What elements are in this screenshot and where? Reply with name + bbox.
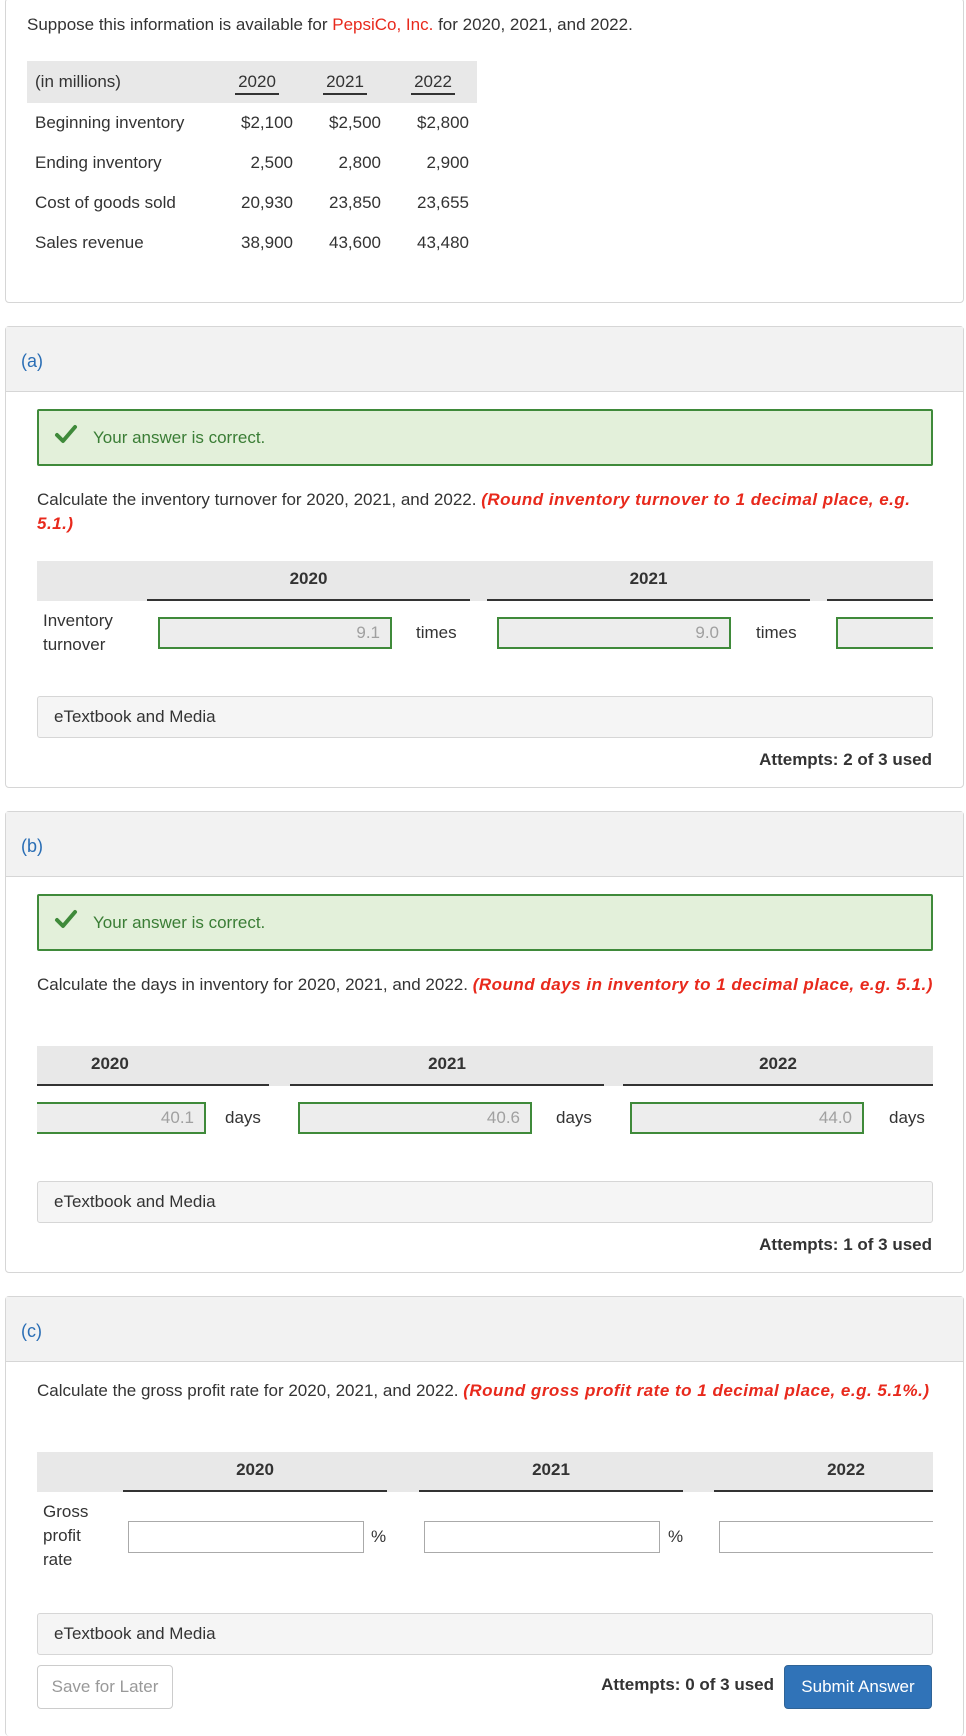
table-cell: 38,900: [241, 233, 293, 252]
checkmark-icon: [53, 421, 79, 447]
column-header-2022: 2022: [623, 1046, 933, 1086]
column-header-2020: 2020: [123, 1452, 387, 1492]
correct-feedback: [37, 894, 933, 951]
submit-answer-button[interactable]: Submit Answer: [784, 1665, 932, 1709]
unit-label: days: [556, 1108, 592, 1127]
answer-grid-header: [37, 1046, 933, 1086]
table-cell: 2,500: [250, 153, 293, 172]
column-header-2021: 2021: [419, 1452, 683, 1492]
table-header-row: [27, 61, 477, 103]
column-header-2022: [827, 561, 933, 601]
table-header-cell: (in millions): [27, 61, 213, 103]
table-cell: Sales revenue: [35, 233, 144, 252]
correct-feedback: [37, 409, 933, 466]
part-c-label: (c): [6, 1297, 963, 1362]
row-label-inventory-turnover: Inventory turnover: [43, 611, 113, 654]
answer-input-2020[interactable]: [128, 1521, 364, 1553]
column-header-2021: 2021: [290, 1046, 604, 1086]
answer-grid-header: [37, 561, 933, 601]
feedback-message: Your answer is correct.: [93, 913, 266, 932]
table-cell: Cost of goods sold: [35, 193, 176, 212]
table-header-cell: 2020: [213, 61, 301, 103]
company-name: PepsiCo, Inc.: [332, 15, 434, 34]
answer-input-2022[interactable]: 44.0: [630, 1102, 864, 1134]
answer-input-2021[interactable]: [424, 1521, 660, 1553]
table-cell: $2,500: [329, 113, 381, 132]
etextbook-media-link[interactable]: eTextbook and Media: [37, 1613, 933, 1655]
table-cell: 20,930: [241, 193, 293, 212]
part-b-label: (b): [6, 812, 963, 877]
column-header-2022: 2022: [714, 1452, 933, 1492]
table-header-cell: 2022: [389, 61, 477, 103]
answer-input-2020[interactable]: 9.1: [158, 617, 392, 649]
answer-input-2022[interactable]: [719, 1521, 933, 1553]
table-cell: 43,600: [329, 233, 381, 252]
table-cell: $2,100: [241, 113, 293, 132]
feedback-message: Your answer is correct.: [93, 428, 266, 447]
answer-input-2021[interactable]: 9.0: [497, 617, 731, 649]
unit-label: days: [225, 1108, 261, 1127]
question-text: Calculate the inventory turnover for 2020, 2021, and 2022. (Round inventory turnover to 1 decimal place, e.g. 5.1.): [37, 490, 911, 533]
rounding-hint: (Round gross profit rate to 1 decimal place, e.g. 5.1%.): [463, 1381, 930, 1400]
row-label-gross-profit-rate: Gross profit rate: [43, 1502, 89, 1569]
unit-label: %: [668, 1527, 684, 1546]
part-c-panel: [5, 1296, 964, 1736]
table-row: [27, 223, 477, 263]
table-cell: 43,480: [417, 233, 469, 252]
unit-label: %: [371, 1527, 387, 1546]
table-cell: 23,850: [329, 193, 381, 212]
question-text: Calculate the days in inventory for 2020, 2021, and 2022. (Round days in inventory to 1 decimal place, e.g. 5.1.): [37, 975, 933, 994]
table-cell: 23,655: [417, 193, 469, 212]
intro-panel: [5, 0, 964, 303]
unit-label: times: [756, 623, 797, 642]
table-header-cell: 2021: [301, 61, 389, 103]
part-a-panel: [5, 326, 964, 788]
save-for-later-button[interactable]: Save for Later: [37, 1665, 173, 1709]
table-cell: 2,900: [426, 153, 469, 172]
table-cell: Ending inventory: [35, 153, 162, 172]
question-text: Calculate the gross profit rate for 2020, 2021, and 2022. (Round gross profit rate to 1 decimal place, e.g. 5.1%.): [37, 1381, 930, 1400]
table-row: [27, 103, 477, 143]
answer-grid-header: [37, 1452, 933, 1492]
answer-input-2022[interactable]: [836, 617, 933, 649]
column-header-2021: 2021: [487, 561, 810, 601]
part-a-label: (a): [6, 327, 963, 392]
answer-input-2020[interactable]: 40.1: [37, 1102, 206, 1134]
intro-text: Suppose this information is available for PepsiCo, Inc. for 2020, 2021, and 2022.: [27, 15, 633, 34]
answer-input-2021[interactable]: 40.6: [298, 1102, 532, 1134]
attempts-counter: Attempts: 1 of 3 used: [759, 1235, 932, 1254]
etextbook-media-link[interactable]: eTextbook and Media: [37, 1181, 933, 1223]
table-cell: Beginning inventory: [35, 113, 185, 132]
unit-label: times: [416, 623, 457, 642]
attempts-counter: Attempts: 2 of 3 used: [759, 750, 932, 769]
part-b-panel: [5, 811, 964, 1273]
table-row: [27, 183, 477, 223]
rounding-hint: (Round inventory turnover to 1 decimal place, e.g. 5.1.): [37, 490, 911, 533]
table-cell: 2,800: [338, 153, 381, 172]
column-header-2020: 2020: [147, 561, 470, 601]
unit-label: days: [889, 1108, 925, 1127]
table-cell: $2,800: [417, 113, 469, 132]
table-row: [27, 143, 477, 183]
inventory-data-table: [27, 61, 477, 263]
column-header-2020: 2020: [37, 1046, 269, 1086]
rounding-hint: (Round days in inventory to 1 decimal place, e.g. 5.1.): [472, 975, 933, 994]
etextbook-media-link[interactable]: eTextbook and Media: [37, 696, 933, 738]
checkmark-icon: [53, 906, 79, 932]
attempts-counter: Attempts: 0 of 3 used: [601, 1675, 774, 1694]
